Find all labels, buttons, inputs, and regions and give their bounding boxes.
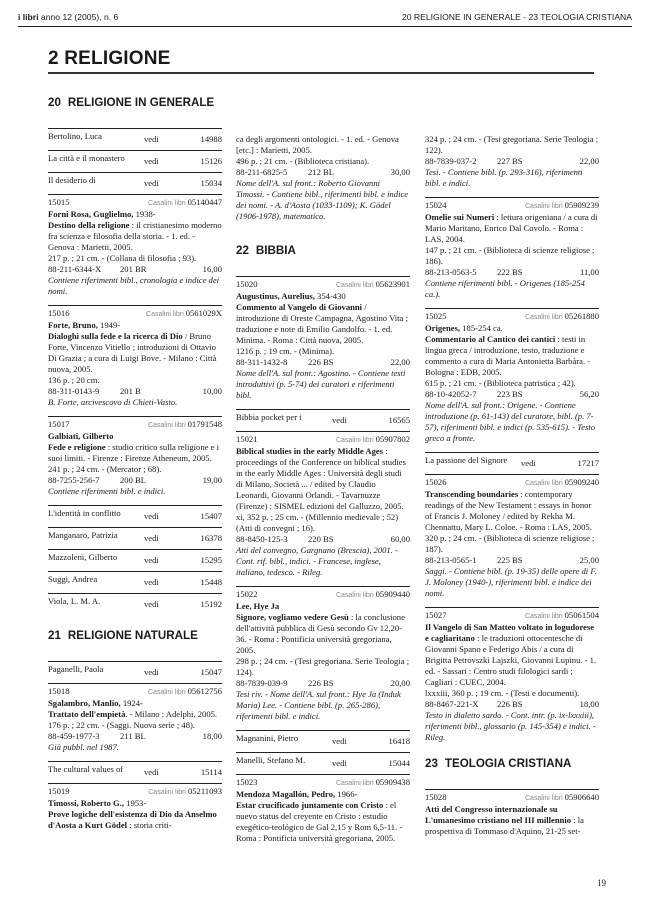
entry-15023-cont: 324 p. ; 24 cm. - (Tesi gregoriana. Serie Teologia ; 122). 88-7839-037-2 227 BS 22,00 Tesi. - Contiene bibl. (p. 293-316), riferimenti bibl. e indici. [425, 134, 599, 188]
entry-15022: 15022 Casalini libri 05909440 Lee, Hye Ja Signore, vogliamo vedere Gesù : la conclusione dell'attività pubblica di Gesù secondo Gv 12,20-36. - Roma : Pontificia università gregoriana, 2005. 298 p. ; 24 cm. - (Tesi gregoriana. Serie Teologia ; 124). 88-7839-039-9 226 BS 20,00 Tesi riv. - Nome dell'A. sul front.: Hye Ja (Induk Maria) Lee. - Contiene bibl. (p. 265-286), riferimenti bibl. e indici. [236, 586, 410, 722]
header-right: 20 RELIGIONE IN GENERALE - 23 TEOLOGIA CRISTIANA [401, 12, 632, 22]
column-2 [236, 96, 410, 852]
column-1 [48, 96, 222, 839]
heading-21: 21 RELIGIONE NATURALE [48, 629, 198, 642]
xref-row[interactable]: Il desiderio di vedi 15034 [48, 172, 222, 194]
xref-row[interactable]: L'identità in conflitto vedi 15407 [48, 505, 222, 527]
xref-list [48, 505, 222, 615]
xref-row[interactable]: Magnanini, Pietro vedi 16418 [236, 730, 410, 752]
entry-15019-cont: ca degli argomenti ontologici. - 1. ed. - Genova [etc.] : Marietti, 2005. 496 p. ; 21 cm. - (Biblioteca cristiana). 88-211-6825-5 212 BL 30,00 Nome dell'A. sul front.: Roberto Giovanni Timossi. - Contiene bibl., riferimenti bibl. e indice dei nomi. - A. d'Aosta (1033-1109); K. Gödel (1906-1978), matematico. [236, 134, 410, 221]
entry-15021: 15021 Casalini libri 05907802 Biblical studies in the early Middle Ages : proceedings of the Conference on biblical studies in the early Middle Ages : Università degli studi di Milano, Società ... / edited by Claudio Leonardi, Giovanni Orlandi. - Tavarnuzze (Firenze) : SISMEL edizioni del Galluzzo, 2005. xi, 352 p. ; 25 cm. - (Millennio medievale ; 52) (Atti di convegni ; 16). 88-8450-125-3 220 BS 60,00 Atti del convegno, Gargnano (Brescia), 2001. - Cont. rif. bibl., indici. - Francese, inglese, italiano, tedesco. - Rileg. [236, 431, 410, 578]
entry-15023: 15023 Casalini libri 05909438 Mendoza Magallón, Pedro, 1966- Estar crucificado juntamente con Cristo : el nuevo status del creyente en Cristo : estudio exegético-teológico de Gal 2,15 y Rom 6,5-11. - Roma : Pontificia università gregoriana, 2005. [236, 774, 410, 844]
journal-name: i libri [18, 12, 39, 22]
xref-row[interactable]: Suggi, Andrea vedi 15448 [48, 571, 222, 593]
entry-15025: 15025 Casalini libri 05261880 Origenes, 185-254 ca. Commentario al Cantico dei cantici : testi in lingua greca / introduzione, testo, traduzione e commento a cura di Maria Antonietta Barbàra. - Bologna : EDB, 2005. 615 p. ; 21 cm. - (Biblioteca patristica ; 42). 88-10-42052-7 223 BS 56,20 Nome dell'A. sul front.: Origene. - Contiene introduzione (p. 61-143) del curatore, bibl. (p. 7-57), riferimenti bibl. e indici (p. 535-615). - Testo greco a fronte. [425, 308, 599, 444]
running-header [18, 12, 632, 26]
entry-15019: 15019 Casalini libri 05211093 Timossi, Roberto G., 1953- Prove logiche dell'esistenza di Dio da Anselmo d'Aosta a Kurt Gödel : storia criti- [48, 783, 222, 831]
entry-15016: 15016 Casalini libri 0561029X Forte, Bruno, 1949- Dialoghi sulla fede e la ricerca di Dio / Bruno Forte, Vincenzo Vitiello ; introduzioni di Ottavio Di Grazia ; a cura di Luigi Bove. - Milano : Città nuova, 2005. 136 p. ; 20 cm. 88-311-0143-9 201 B 10,00 B. Forte, arcivescovo di Chieti-Vasto. [48, 305, 222, 408]
heading-23: 23 TEOLOGIA CRISTIANA [425, 757, 572, 770]
xref-row[interactable]: Manelli, Stefano M. vedi 15044 [236, 752, 410, 774]
xref-row[interactable]: La città e il monastero vedi 15126 [48, 150, 222, 172]
issue-info: anno 12 (2005), n. 6 [38, 12, 119, 22]
xref-row[interactable]: Manganaro, Patrizia vedi 16378 [48, 527, 222, 549]
entry-15015: 15015 Casalini libri 05140447 Forni Rosa, Guglielmo, 1938- Destino della religione : il cristianesimo moderno fra scienza e filosofia della storia. - 1. ed. - Genova : Marietti, 2005. 217 p. ; 21 cm. - (Collana di filosofia ; 93). 88-211-6344-X 201 BR 16,00 Contiene riferimenti bibl., cronologia e indice dei nomi. [48, 194, 222, 297]
heading-22: 22 BIBBIA [236, 244, 296, 257]
entry-15020: 15020 Casalini libri 05623901 Augustinus, Aurelius, 354-430 Commento al Vangelo di Giovanni / introduzione di Oreste Campagna, Agostino Vita ; traduzione e note di Emilio Gandolfo. - 1. ed. Minima. - Roma : Città nuova, 2005. 1216 p. ; 19 cm. - (Minima). 88-311-1432-8 226 BS 22,00 Nome dell'A. sul front.: Agostino. - Contiene testi introduttivi (p. 5-74) dei curatori e riferimenti bibl. [236, 276, 410, 401]
entry-15028: 15028 Casalini libri 05906640 Atti del Congresso internazionale su L'umanesimo cristiano nel III millennio : la prospettiva di Tommaso d'Aquino, 21-25 set- [425, 789, 599, 837]
xref-row[interactable]: The cultural values of vedi 15114 [48, 761, 222, 783]
entry-15017: 15017 Casalini libri 01791548 Galbiati, Gilberto Fede e religione : studio critico sulla religione e i suoi limiti. - Firenze : Firenze Atheneum, 2005. 241 p. ; 24 cm. - (Mercator ; 68). 88-7255-256-7 200 BL 19,00 Contiene riferimenti bibl. e indici. [48, 416, 222, 497]
entry-15027: 15027 Casalini libri 05061504 Il Vangelo di San Matteo voltato in logudorese e cagliaritano : le traduzioni ottocentesche di Giovanni Spano e Federigo Abis / a cura di Brigitta Petrovszki Lajszki, Giovanni Lupinu. - 1. ed. - Sassari : Centro studi filologici sardi ; Cagliari : CUEC, 2004. lxxxiii, 360 p. ; 19 cm. - (Testi e documenti). 88-8467-221-X 226 BS 18,00 Testo in dialetto sardo. - Cont. intr. (p. ix-lxxxiii), riferimenti bibl., glossario (p. 145-354) e indici. - Rileg. [425, 607, 599, 743]
heading-20: 20 RELIGIONE IN GENERALE [48, 96, 215, 109]
xref-row[interactable]: Bibbia pocket per i vedi 16565 [236, 409, 410, 431]
column-3 [425, 96, 599, 845]
section-rule [48, 72, 594, 74]
xref-list [48, 128, 222, 194]
xref-row[interactable]: Mazzoleni, Gilberto vedi 15295 [48, 549, 222, 571]
xref-row[interactable]: La passione del Signore vedi 17217 [425, 452, 599, 474]
entry-15026: 15026 Casalini libri 05909240 Transcending boundaries : contemporary readings of the New Testament : essays in honor of Francis J. Moloney / edited by Rekha M. Chennattu, Mary L. Coloe. - Roma : LAS, 2005. 320 p. ; 24 cm. - (Biblioteca di scienze religiose ; 187). 88-213-0565-1 225 BS 25,00 Saggi. - Contiene bibl. (p. 19-35) delle opere di F. J. Moloney (1940-), riferimenti bibl. e indice dei nomi. [425, 474, 599, 599]
entry-15018: 15018 Casalini libri 05612756 Sgalambro, Manlio, 1924- Trattato dell'empietà. - Milano : Adelphi, 2005. 176 p. ; 22 cm. - (Saggi. Nuova serie ; 48). 88-459-1977-3 211 BL 18,00 Già pubbl. nel 1987. [48, 683, 222, 753]
page-number: 19 [597, 878, 606, 888]
header-left [18, 12, 118, 22]
xref-row[interactable]: Bertolino, Luca vedi 14988 [48, 128, 222, 150]
entry-15024: 15024 Casalini libri 05909239 Omelie sui Numeri : lettura origeniana / a cura di Mario Maritano, Enrico Dal Covolo. - Roma : LAS, 2004. 147 p. ; 21 cm. - (Biblioteca di scienze religiose ; 186). 88-213-0563-5 222 BS 11,00 Contiene riferimenti bibl. - Origenes (185-254 ca.). [425, 197, 599, 300]
header-rule [18, 26, 632, 27]
xref-row[interactable]: Paganelli, Paola vedi 15047 [48, 661, 222, 683]
section-title: 2 RELIGIONE [48, 48, 171, 69]
xref-row[interactable]: Viola, L. M. A. vedi 15192 [48, 593, 222, 615]
